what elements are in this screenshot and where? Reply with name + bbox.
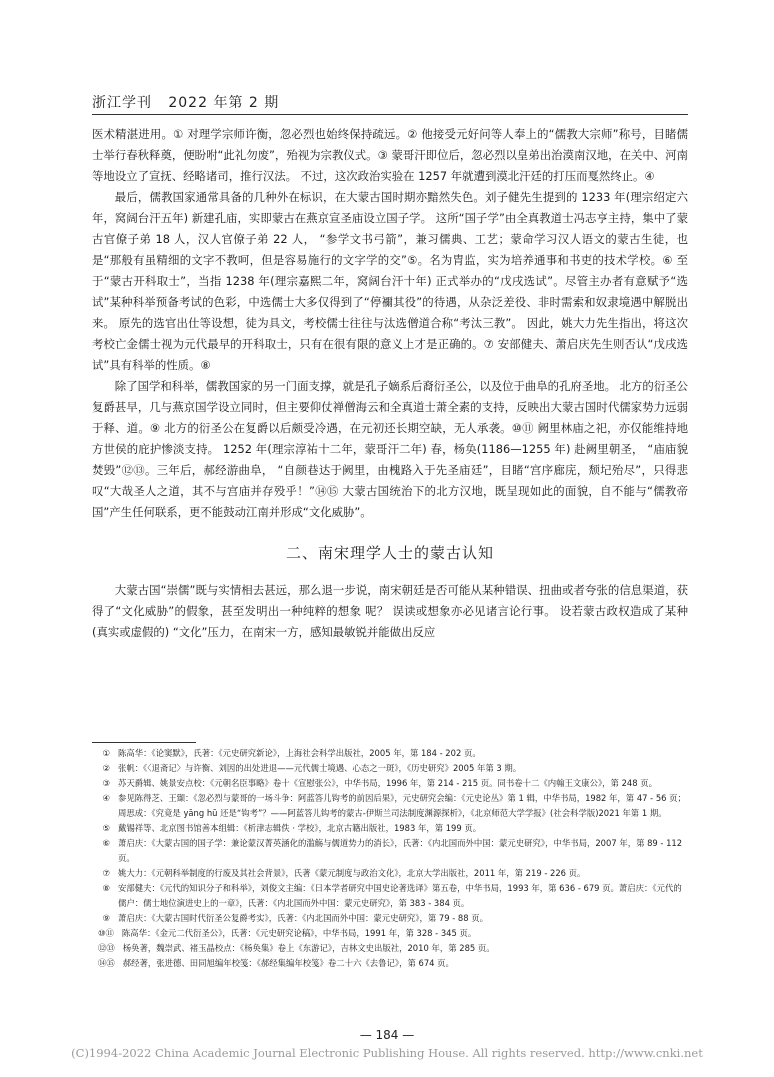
footnote: [92, 836, 688, 866]
footnote: [92, 881, 688, 911]
page-number: — 184 —: [359, 1028, 415, 1042]
section-paragraph: 大蒙古国“崇儒”既与实情相去甚远，那么退一步说，南宋朝廷是否可能从某种错误、扭曲或者夸张的信息渠道，获得了“文化威胁”的假象，甚至发明出一种纯粹的想象 呢？ 误读或想象亦必见诸言论行事。 设若蒙古政权造成了某种(真实或虚假的) “文化”压力，在南宋一方，感知最敏锐并能做出反应: [92, 583, 688, 639]
footnote-text: 萧启庆：《大蒙古国的国子学：兼论蒙汉菁英涵化的滥觞与儒道势力的消长》，氏著：《内北国而外中国：蒙元史研究》，中华书局，2007 年，第 89 - 112 页。: [118, 838, 683, 863]
footnote-number: ④: [102, 793, 110, 803]
footnote-number: ⑧: [102, 883, 110, 893]
copyright-notice: (C)1994-2022 China Academic Journal Electronic Publishing House. All rights reserved. http://www.cnki.net: [71, 1046, 703, 1060]
paragraph-1: 医术精湛进用。① 对理学宗师许衡，忽必烈也始终保持疏远。② 他接受元好问等人奉上的“儒教大宗师”称号，目睹儒士举行春秋释奠，便盼咐“此礼勿废”，殆视为宗教仪式。③ 蒙哥汗即位后，忽必烈以皇弟出治漠南汉地，在关中、河南等地设立了宣抚、经略诸司，推行汉法。 不过，这次政治实验在 1257 年就遭到漠北汗廷的打压而戛然终止。④: [92, 127, 688, 183]
footnote-rule: [92, 742, 196, 743]
footnote-text: 姚大力：《元朝科举制度的行废及其社会背景》，氏著《蒙元制度与政治文化》，北京大学出版社，2011 年，第 219 - 226 页。: [118, 868, 586, 878]
footnote: [92, 941, 688, 956]
footnote: [92, 821, 688, 836]
issue-label: 2022 年第 2 期: [168, 95, 280, 111]
running-header: [92, 92, 279, 112]
footnote-text: 萧启庆：《大蒙古国时代衍圣公复爵考实》，氏著：《内北国而外中国：蒙元史研究》，第 79 - 88 页。: [118, 913, 488, 923]
footnote: [92, 761, 688, 776]
footnote: [92, 776, 688, 791]
footnote-number: ⑦: [102, 868, 110, 878]
footnote: [92, 911, 688, 926]
footnotes: [92, 746, 688, 971]
footnote-text: 安部健夫：《元代的知识分子和科举》，刘俊文主编：《日本学者研究中国史论著选译》第五卷，中华书局，1993 年，第 636 - 679 页。萧启庆：《元代的儒户：儒士地位演进史上的一章》，氏著：《内北国而外中国：蒙元史研究》，第 383 - 384 页。: [118, 883, 682, 908]
footnote: [92, 956, 688, 971]
footnote-text: 张帆：《〈退斋记〉与许衡、刘因的出处进退——元代儒士境遇、心态之一斑》，《历史研究》2005 年第 3 期。: [118, 763, 522, 773]
footnote-text: 郝经著，张进德、田同旭编年校笺：《郝经集编年校笺》卷二十六《去鲁记》，第 674 页。: [122, 958, 454, 968]
header-rule: [92, 114, 688, 115]
footnote: [92, 746, 688, 761]
footnote-number: ⑥: [102, 838, 110, 848]
paragraph-3: 除了国学和科举，儒教国家的另一门面支撑，就是孔子嫡系后裔衍圣公，以及位于曲阜的孔府圣地。 北方的衍圣公复爵甚早，几与燕京国学设立同时，但主要仰仗禅僧海云和全真道士萧全素的支持，反映出大蒙古国时代儒家势力远弱于释、道。⑨ 北方的衍圣公在复爵以后颇受冷遇，在元初还长期空缺，无人承袭。⑩⑪ 阙里林庙之祀，亦仅能维持地方世侯的庇护惨淡支持。 1252 年(理宗淳祐十二年，蒙哥汗二年) 春，杨奂(1186—1255 年) 赴阙里朝圣， “庙庙貌焚毁”⑫⑬。三年后，郝经游曲阜， “自颜巷达于阙里，由槐路入于先圣庙廷”，目睹“宫序廊庑，颓圮殆尽”，只得悲叹“大哉圣人之道，其不与宫庙并存殁乎！”⑭⑮ 大蒙古国统治下的北方汉地，既呈现如此的面貌，自不能与“儒教帝国”产生任何联系，更不能鼓动江南并形成“文化威胁”。: [92, 379, 688, 519]
footnote-number: ⑤: [102, 823, 110, 833]
footnote: [92, 866, 688, 881]
footnote-text: 陈高华：《论窦默》，氏著：《元史研究新论》，上海社会科学出版社，2005 年，第 184 - 202 页。: [118, 748, 481, 758]
footnote-text: 陈高华：《金元二代衍圣公》，氏著：《元史研究论稿》，中华书局，1991 年，第 328 - 345 页。: [121, 928, 477, 938]
footnote-number: ⑩⑪: [98, 928, 114, 938]
footnote-text: 杨奂著，魏崇武、褚玉晶校点：《杨奂集》卷上《东游记》，吉林文史出版社，2010 年，第 285 页。: [122, 943, 495, 953]
footnote-number: ②: [102, 763, 110, 773]
section-heading: 二、南宋理学人士的蒙古认知: [285, 544, 494, 562]
footnote-number: ①: [102, 748, 110, 758]
footnote-number: ⑭⑮: [98, 958, 115, 968]
footnote: [92, 926, 688, 941]
footnote-number: ⑫⑬: [98, 943, 115, 953]
footnote: [92, 791, 688, 821]
paragraph-2: 最后，儒教国家通常具备的几种外在标识，在大蒙古国时期亦黯然失色。刘子健先生提到的 1233 年(理宗绍定六年，窝阔台汗五年) 新建孔庙，实即蒙古在燕京宣圣庙设立国子学。 这所“国子学”由全真教道士冯志亨主持，集中了蒙古官僚子弟 18 人，汉人官僚子弟 22 人， “参学文书弓箭”，兼习儒典、工艺；蒙命学习汉人语文的蒙古生徒，也是“那般有虽精细的文字不教呵，但是容易施行的文字学的交”⑤。名为胄监，实为培养通事和书吏的技术学校。⑥ 至于“蒙古开科取士”，当指 1238 年(理宗嘉熙二年，窝阔台汗十年) 正式举办的“戊戌选试”。尽管主办者有意赋予“选试”某种科举预备考试的色彩，中选儒士大多仅得到了“停禰其役”的待遇，从杂泛差役、非时需索和奴隶境遇中解脱出来。 原先的选官出仕等设想，徒为具文，考校儒士往往与汰选僧道合称“考汰三教”。 因此，姚大力先生指出，将这次考校亡金儒士视为元代最早的开科取士，只有在很有限的意义上才是正确的。⑦ 安部健夫、萧启庆先生则否认“戊戌选试”具有科举的性质。⑧: [92, 190, 688, 372]
footnote-text: 苏天爵辑、姚景安点校：《元朝名臣事略》卷十《宣慰张公》，中华书局，1996 年，第 214 - 215 页。同书卷十二《内翰王文康公》，第 248 页。: [118, 778, 657, 788]
journal-name: 浙江学刊: [92, 95, 152, 111]
article-body: [92, 124, 688, 643]
footnote-text: 参见陈得芝、王颋：《忽必烈与蒙哥的一场斗争：阿蓝答儿钩考的前因后果》，元史研究会编：《元史论丛》第 1 辑，中华书局，1982 年，第 47 - 56 页；周思成：《究竟是 yāng hū 还是“钩考”？——阿蓝答儿钩考的蒙古-伊斯兰司法制度渊源探析》，《北京师范大学学报》(社会科学版)2021 年第 1 期。: [118, 793, 686, 818]
footnote-text: 戴锡祥等、北京图书馆善本组辑：《析津志辑佚 · 学校》，北京古籍出版社，1983 年，第 199 页。: [118, 823, 482, 833]
footnote-number: ③: [102, 778, 110, 788]
footnote-number: ⑨: [102, 913, 110, 923]
